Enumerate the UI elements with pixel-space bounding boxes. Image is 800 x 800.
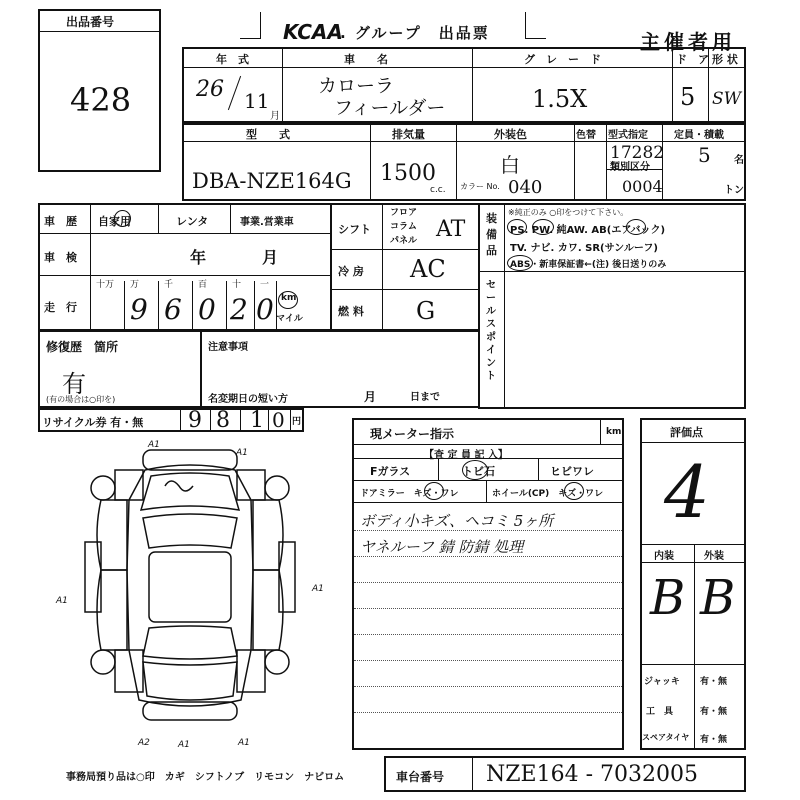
equip-line2: TV. ナビ. カワ. SR(サンルーフ) xyxy=(510,243,658,254)
model-label: 型 式 xyxy=(246,128,290,141)
jack-label: ジャッキ xyxy=(644,677,680,687)
damage-mark-rear: A2 xyxy=(138,738,150,748)
shift-label: シフト xyxy=(338,223,371,236)
ab-circle xyxy=(626,219,646,235)
ac-label: 冷 房 xyxy=(338,265,364,278)
meter-label: 現メーター指示 xyxy=(370,427,455,441)
shape-value: SW xyxy=(712,89,742,109)
capacity-value: 5 xyxy=(698,143,711,167)
damage-mark-left: A1 xyxy=(56,596,68,606)
left-rear-wheel xyxy=(91,650,115,674)
color-no-value: 040 xyxy=(508,177,543,198)
score-section xyxy=(640,418,746,750)
damage-mark-rear-right: A1 xyxy=(238,738,250,748)
color-change-label: 色替 xyxy=(576,130,596,141)
recycle-box xyxy=(38,408,304,432)
score-value: 4 xyxy=(664,450,710,534)
interior-value: B xyxy=(650,570,686,626)
mileage-label: 走 行 xyxy=(44,301,77,314)
abs-circle xyxy=(507,255,533,271)
damage-mark-front: A1 xyxy=(148,440,160,450)
inspector-label: 【査 定 員 記 入】 xyxy=(424,450,508,461)
repair-section xyxy=(38,330,202,408)
cc-label: 排気量 xyxy=(392,128,425,141)
ps-circle xyxy=(507,219,527,235)
digit-1: 一 xyxy=(260,280,270,290)
wheel-label: ホイール(CP) キズ・ワレ xyxy=(492,489,604,499)
repair-note: (有の場合は○印を) xyxy=(46,395,116,404)
cc-value: 1500 xyxy=(380,161,436,186)
inspection-month: 月 xyxy=(262,248,279,267)
glass-label: Fガラス xyxy=(370,465,411,478)
equipment-right xyxy=(478,203,746,409)
ac-value: AC xyxy=(410,255,446,283)
digit-10k: 万 xyxy=(130,280,140,290)
mileage-digit-3: 0 xyxy=(198,293,216,326)
damage-mark-front-right: A1 xyxy=(236,448,248,458)
name-label: 車 名 xyxy=(344,53,388,66)
rear-window xyxy=(143,626,237,659)
recycle-digit-1: 9 xyxy=(188,408,202,433)
equipment-left xyxy=(330,203,480,331)
hood-dent-mark xyxy=(165,481,193,491)
year-value: 26 xyxy=(196,77,224,102)
divider xyxy=(40,31,159,32)
damage-mark-rear-left: A1 xyxy=(178,740,190,750)
notes-label: 注意事項 xyxy=(208,342,248,353)
left-front-fender xyxy=(115,470,143,500)
cc-unit: c.c. xyxy=(430,185,446,195)
notes-day-label: 日まで xyxy=(410,392,440,403)
left-rear-fender xyxy=(115,650,143,692)
history-value: 自家用 xyxy=(98,215,131,228)
shift-column: コラム xyxy=(390,222,417,232)
right-front-wheel xyxy=(265,476,289,500)
shift-value: AT xyxy=(436,217,466,242)
sales-point-label: セールスポイント xyxy=(486,280,496,382)
lot-number-box xyxy=(38,9,161,172)
header-corner-marks xyxy=(240,12,261,39)
jack-yes-no: 有・無 xyxy=(700,677,728,687)
recycle-label: リサイクル券 有・無 xyxy=(42,416,144,429)
right-front-fender xyxy=(237,470,265,500)
doors-value: 5 xyxy=(680,83,696,111)
vehicle-info-row1 xyxy=(182,47,746,123)
windshield xyxy=(143,514,237,548)
pw-circle xyxy=(532,219,554,235)
keys-note: 事務局預り品は○印 カギ シフトノブ リモコン ナビロム xyxy=(66,772,345,783)
exterior-value: B xyxy=(700,570,736,626)
grade-label: グ レ ー ド xyxy=(524,53,601,66)
score-label: 評価点 xyxy=(670,426,703,439)
car-body xyxy=(127,465,253,706)
history-circle xyxy=(114,210,131,227)
meter-unit: km xyxy=(606,427,622,437)
rental-label: レンタ xyxy=(176,215,209,228)
name-line2: フィールダー xyxy=(334,97,446,119)
grade-value: 1.5X xyxy=(532,85,588,113)
year-label: 年 式 xyxy=(216,53,249,66)
crack-label: ヒビワレ xyxy=(550,465,594,478)
chassis-value: NZE164 - 7032005 xyxy=(486,762,698,787)
lot-number-value: 428 xyxy=(70,81,132,119)
color-value: 白 xyxy=(500,153,520,177)
damage-mark-right: A1 xyxy=(312,584,324,594)
hood xyxy=(141,473,239,510)
roof xyxy=(149,552,231,622)
name-line1: カローラ xyxy=(318,75,395,97)
chassis-box xyxy=(384,756,746,792)
trunk xyxy=(143,662,237,700)
color-no-label: カラー No. xyxy=(460,182,500,191)
comment-line2: ヤネルーフ 錆 防錆 処理 xyxy=(360,538,524,556)
category-value: 0004 xyxy=(622,177,663,196)
mileage-digit-5: 0 xyxy=(256,293,274,326)
month-unit: 月 xyxy=(270,111,280,122)
mileage-digit-2: 6 xyxy=(164,293,182,326)
type-label: 型式指定 xyxy=(608,130,648,141)
notes-section xyxy=(200,330,480,408)
digit-100: 百 xyxy=(198,280,208,290)
mirror-circle xyxy=(424,482,444,500)
right-rear-wheel xyxy=(265,650,289,674)
spare-yes-no: 有・無 xyxy=(700,735,728,745)
exterior-label: 外装 xyxy=(704,551,724,562)
category-label: 類別区分 xyxy=(610,162,650,173)
left-front-wheel xyxy=(91,476,115,500)
tools-yes-no: 有・無 xyxy=(700,707,728,717)
chip-circle xyxy=(462,460,488,480)
car-diagram xyxy=(55,430,325,760)
business-label: 事業.営業車 xyxy=(240,217,294,228)
mileage-digit-1: 9 xyxy=(130,293,148,326)
comment-line1: ボディ小キズ、ヘコミ 5ヶ所 xyxy=(360,512,554,530)
capacity-unit: 名 xyxy=(734,155,744,166)
history-label: 車 歴 xyxy=(44,215,77,228)
rear-bumper xyxy=(143,702,237,720)
tools-label: 工 具 xyxy=(646,707,674,717)
inspection-year: 年 xyxy=(190,248,207,267)
wheel-circle xyxy=(564,482,584,500)
form-title: . グループ 出品票 xyxy=(340,24,490,42)
digit-10: 十 xyxy=(232,280,242,290)
lot-number-label: 出品番号 xyxy=(66,15,115,29)
equip-line3: ABS・新車保証書←(注) 後日送りのみ xyxy=(510,260,667,270)
mile-label: マイル xyxy=(276,314,303,324)
model-value: DBA-NZE164G xyxy=(192,169,352,193)
header-corner-marks-right xyxy=(525,12,546,39)
capacity-label: 定員・積載 xyxy=(674,130,724,141)
equip-line1: PS. PW. 純AW. AB(エアバック) xyxy=(510,225,666,236)
color-label: 外装色 xyxy=(494,128,527,141)
load-unit: トン xyxy=(724,185,744,196)
recycle-digit-4: 0 xyxy=(272,408,285,432)
notes-month-label: 月 xyxy=(364,390,377,404)
fuel-label: 燃 料 xyxy=(338,305,364,318)
spare-label: スペアタイヤ xyxy=(642,733,690,742)
recycle-digit-2: 8 xyxy=(216,408,230,433)
mirror-label: ドアミラー キズ・ワレ xyxy=(360,489,459,499)
shift-floor: フロア xyxy=(390,208,418,218)
chip-label: トビ石 xyxy=(462,465,495,478)
equip-label: 装備品 xyxy=(486,212,497,257)
month-value: 11 xyxy=(244,89,270,113)
history-section xyxy=(38,203,332,331)
digit-1k: 千 xyxy=(164,280,174,290)
repair-value: 有 xyxy=(62,370,86,398)
interior-label: 内装 xyxy=(654,551,674,562)
chassis-label: 車台番号 xyxy=(396,770,445,784)
digit-100k: 十万 xyxy=(96,280,115,290)
short-date-label: 名変期日の短い方 xyxy=(208,394,288,405)
doors-label: ド ア xyxy=(676,53,709,66)
right-rear-fender xyxy=(237,650,265,692)
kcaa-logo: KCAA xyxy=(283,20,343,44)
recycle-unit: 円 xyxy=(292,417,302,427)
vehicle-info-row2 xyxy=(182,123,746,201)
type-value: 17282 xyxy=(610,143,665,163)
organizer-label: 主催者用 xyxy=(640,30,736,54)
recycle-digit-3: 1 xyxy=(250,408,264,433)
shift-panel: パネル xyxy=(390,236,418,246)
shape-label: 形 状 xyxy=(712,53,738,66)
mileage-digit-4: 2 xyxy=(230,293,248,326)
equip-note: ※純正のみ ○印をつけて下さい。 xyxy=(508,208,629,217)
fuel-value: G xyxy=(416,297,436,325)
repair-label: 修復歴 箇所 xyxy=(46,340,119,354)
inspection-label: 車 検 xyxy=(44,251,77,264)
inspection-section xyxy=(352,418,624,750)
km-label: km xyxy=(281,293,297,303)
